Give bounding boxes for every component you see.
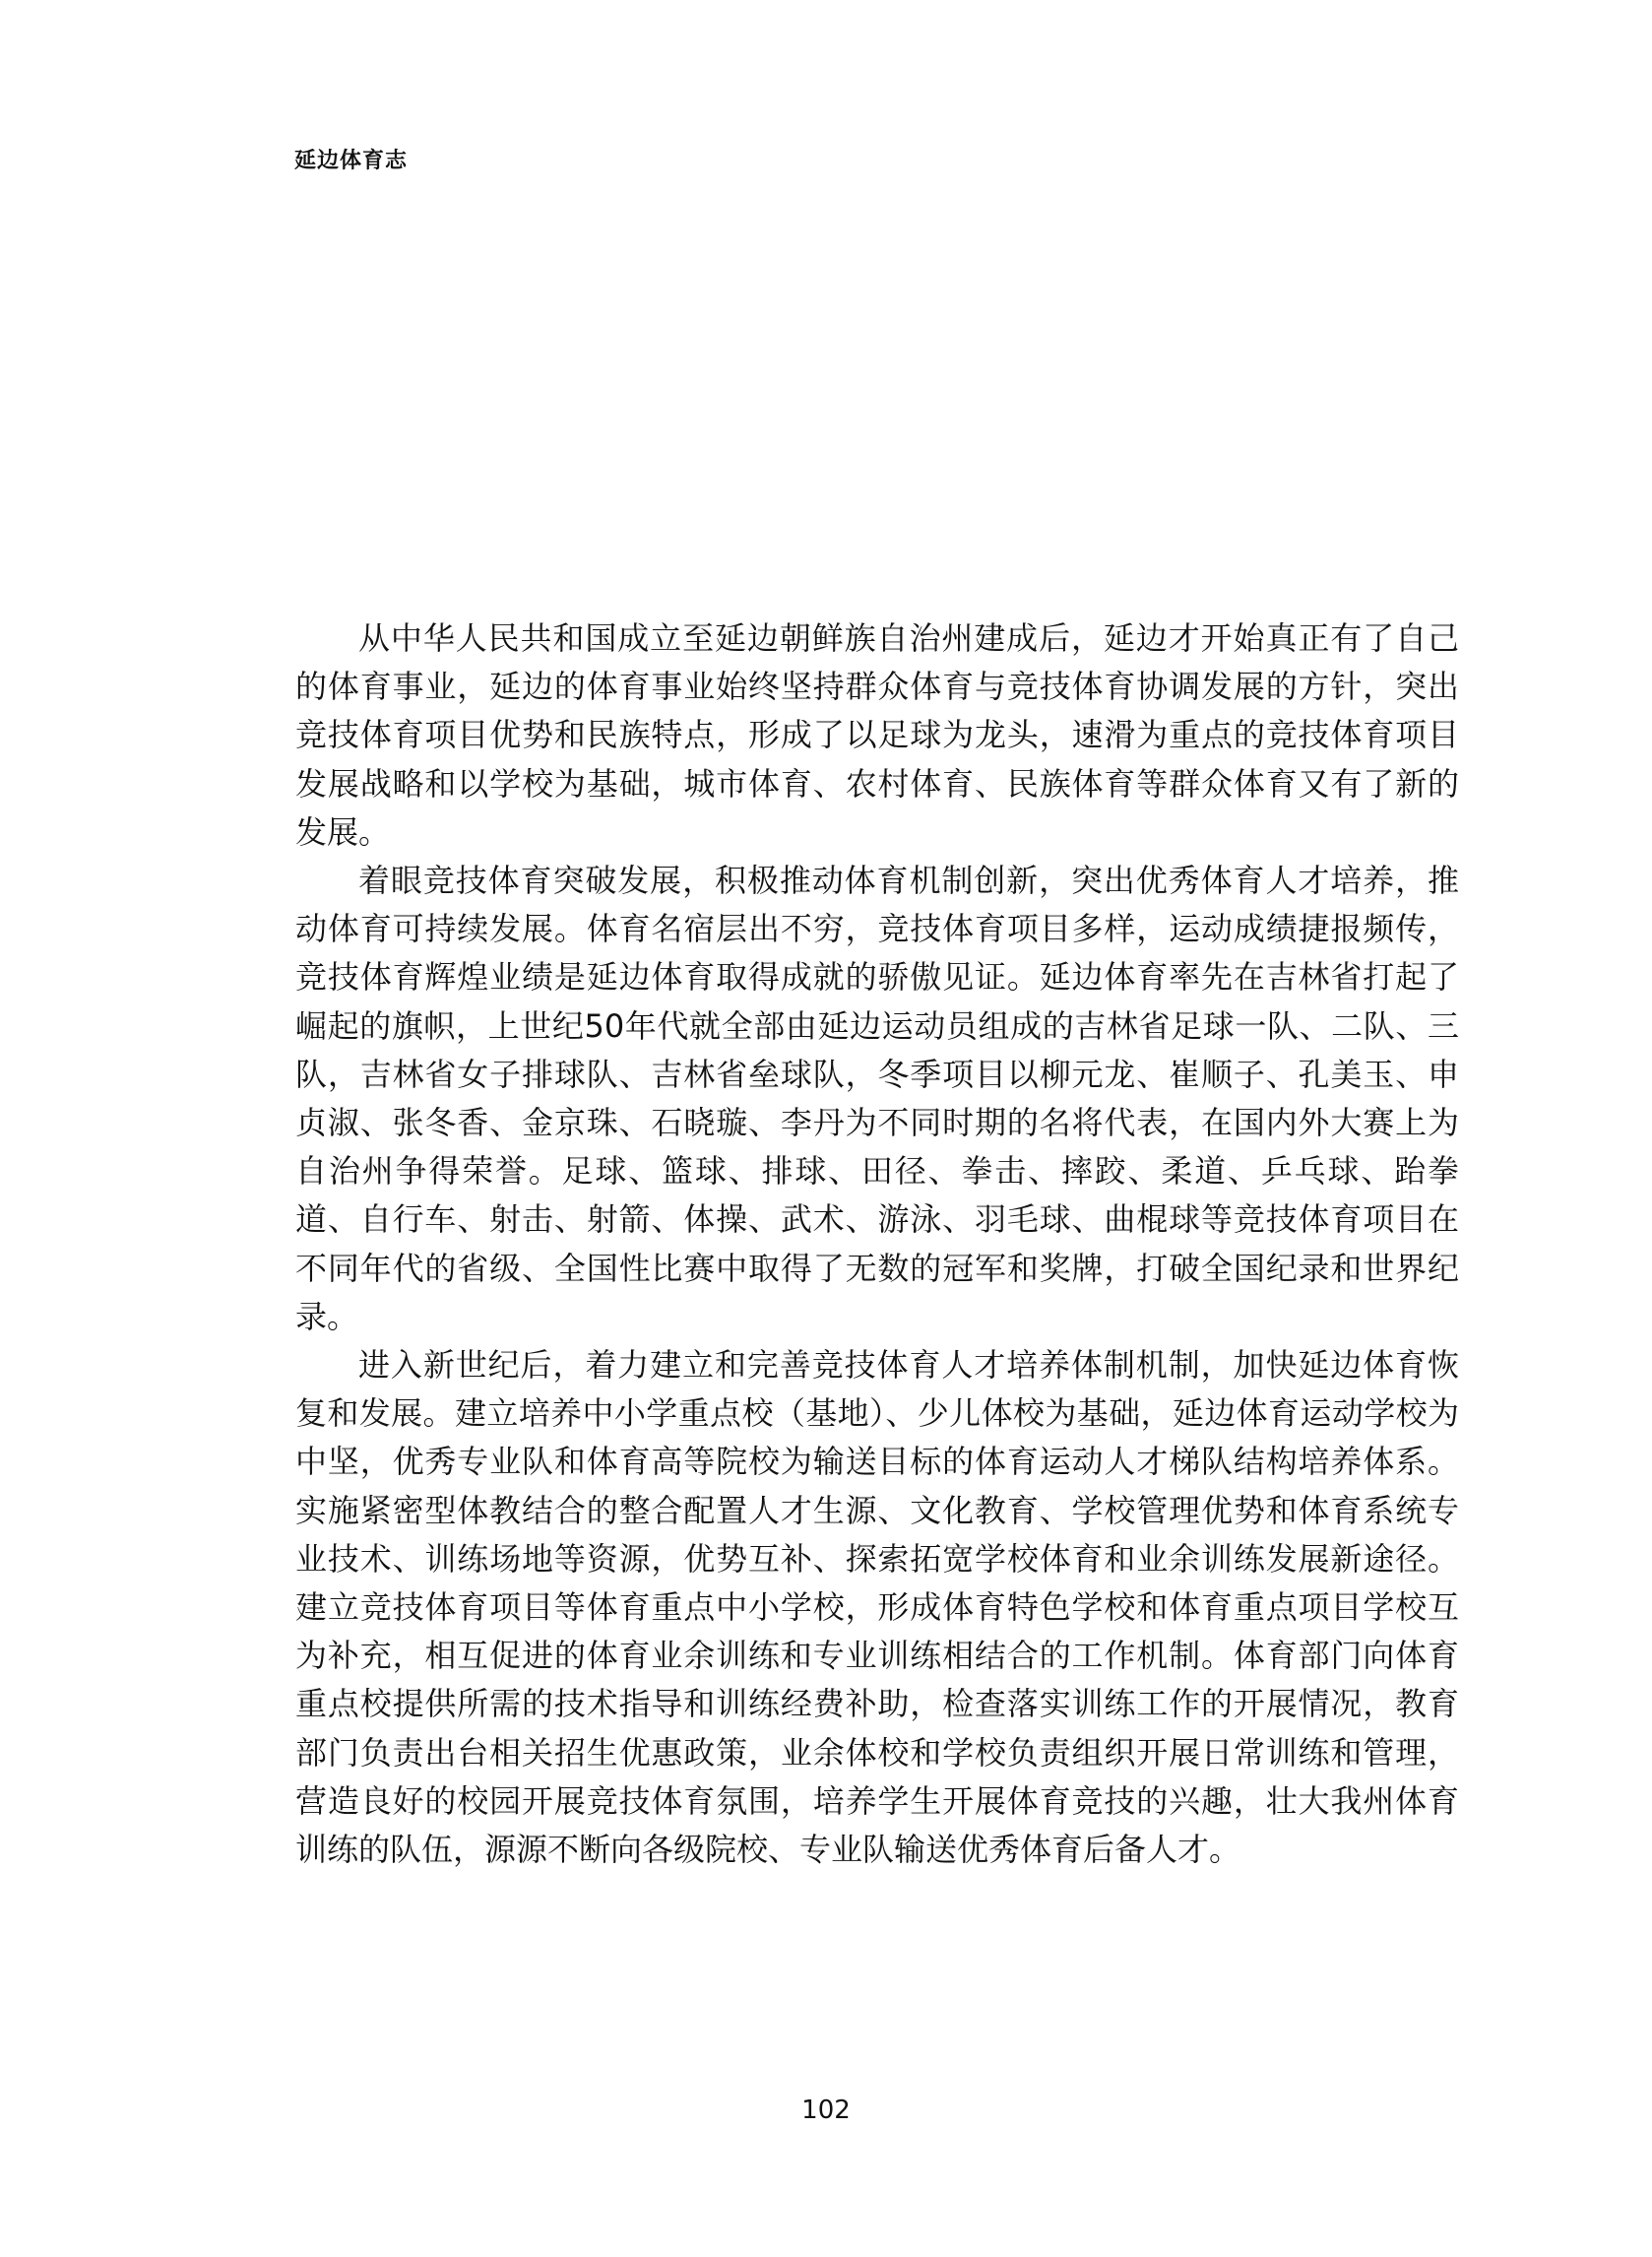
page-number: 102 [801,2096,851,2125]
running-header-title: 延边体育志 [294,149,409,173]
body-text [295,614,1459,1874]
paragraph-3: 进入新世纪后，着力建立和完善竞技体育人才培养体制机制，加快延边体育恢复和发展。建立培养中小学重点校（基地）、少儿体校为基础，延边体育运动学校为中坚，优秀专业队和体育高等院校为输送目标的体育运动人才梯队结构培养体系。实施紧密型体教结合的整合配置人才生源、文化教育、学校管理优势和体育系统专业技术、训练场地等资源，优势互补、探索拓宽学校体育和业余训练发展新途径。建立竞技体育项目等体育重点中小学校，形成体育特色学校和体育重点项目学校互为补充，相互促进的体育业余训练和专业训练相结合的工作机制。体育部门向体育重点校提供所需的技术指导和训练经费补助，检查落实训练工作的开展情况，教育部门负责出台相关招生优惠政策，业余体校和学校负责组织开展日常训练和管理，营造良好的校园开展竞技体育氛围，培养学生开展体育竞技的兴趣，壮大我州体育训练的队伍，源源不断向各级院校、专业队输送优秀体育后备人才。 [295,1346,1459,1869]
paragraph-2: 着眼竞技体育突破发展，积极推动体育机制创新，突出优秀体育人才培养，推动体育可持续发展。体育名宿层出不穷，竞技体育项目多样，运动成绩捷报频传，竞技体育辉煌业绩是延边体育取得成就的骄傲见证。延边体育率先在吉林省打起了崛起的旗帜，上世纪50年代就全部由延边运动员组成的吉林省足球一队、二队、三队，吉林省女子排球队、吉林省垒球队，冬季项目以柳元龙、崔顺子、孔美玉、申贞淑、张冬香、金京珠、石晓璇、李丹为不同时期的名将代表，在国内外大赛上为自治州争得荣誉。足球、篮球、排球、田径、拳击、摔跤、柔道、乒乓球、跆拳道、自行车、射击、射箭、体操、武术、游泳、羽毛球、曲棍球等竞技体育项目在不同年代的省级、全国性比赛中取得了无数的冠军和奖牌，打破全国纪录和世界纪录。 [295,862,1459,1335]
paragraph-1: 从中华人民共和国成立至延边朝鲜族自治州建成后，延边才开始真正有了自己的体育事业，延边的体育事业始终坚持群众体育与竞技体育协调发展的方针，突出竞技体育项目优势和民族特点，形成了以足球为龙头，速滑为重点的竞技体育项目发展战略和以学校为基础，城市体育、农村体育、民族体育等群众体育又有了新的发展。 [295,619,1459,851]
